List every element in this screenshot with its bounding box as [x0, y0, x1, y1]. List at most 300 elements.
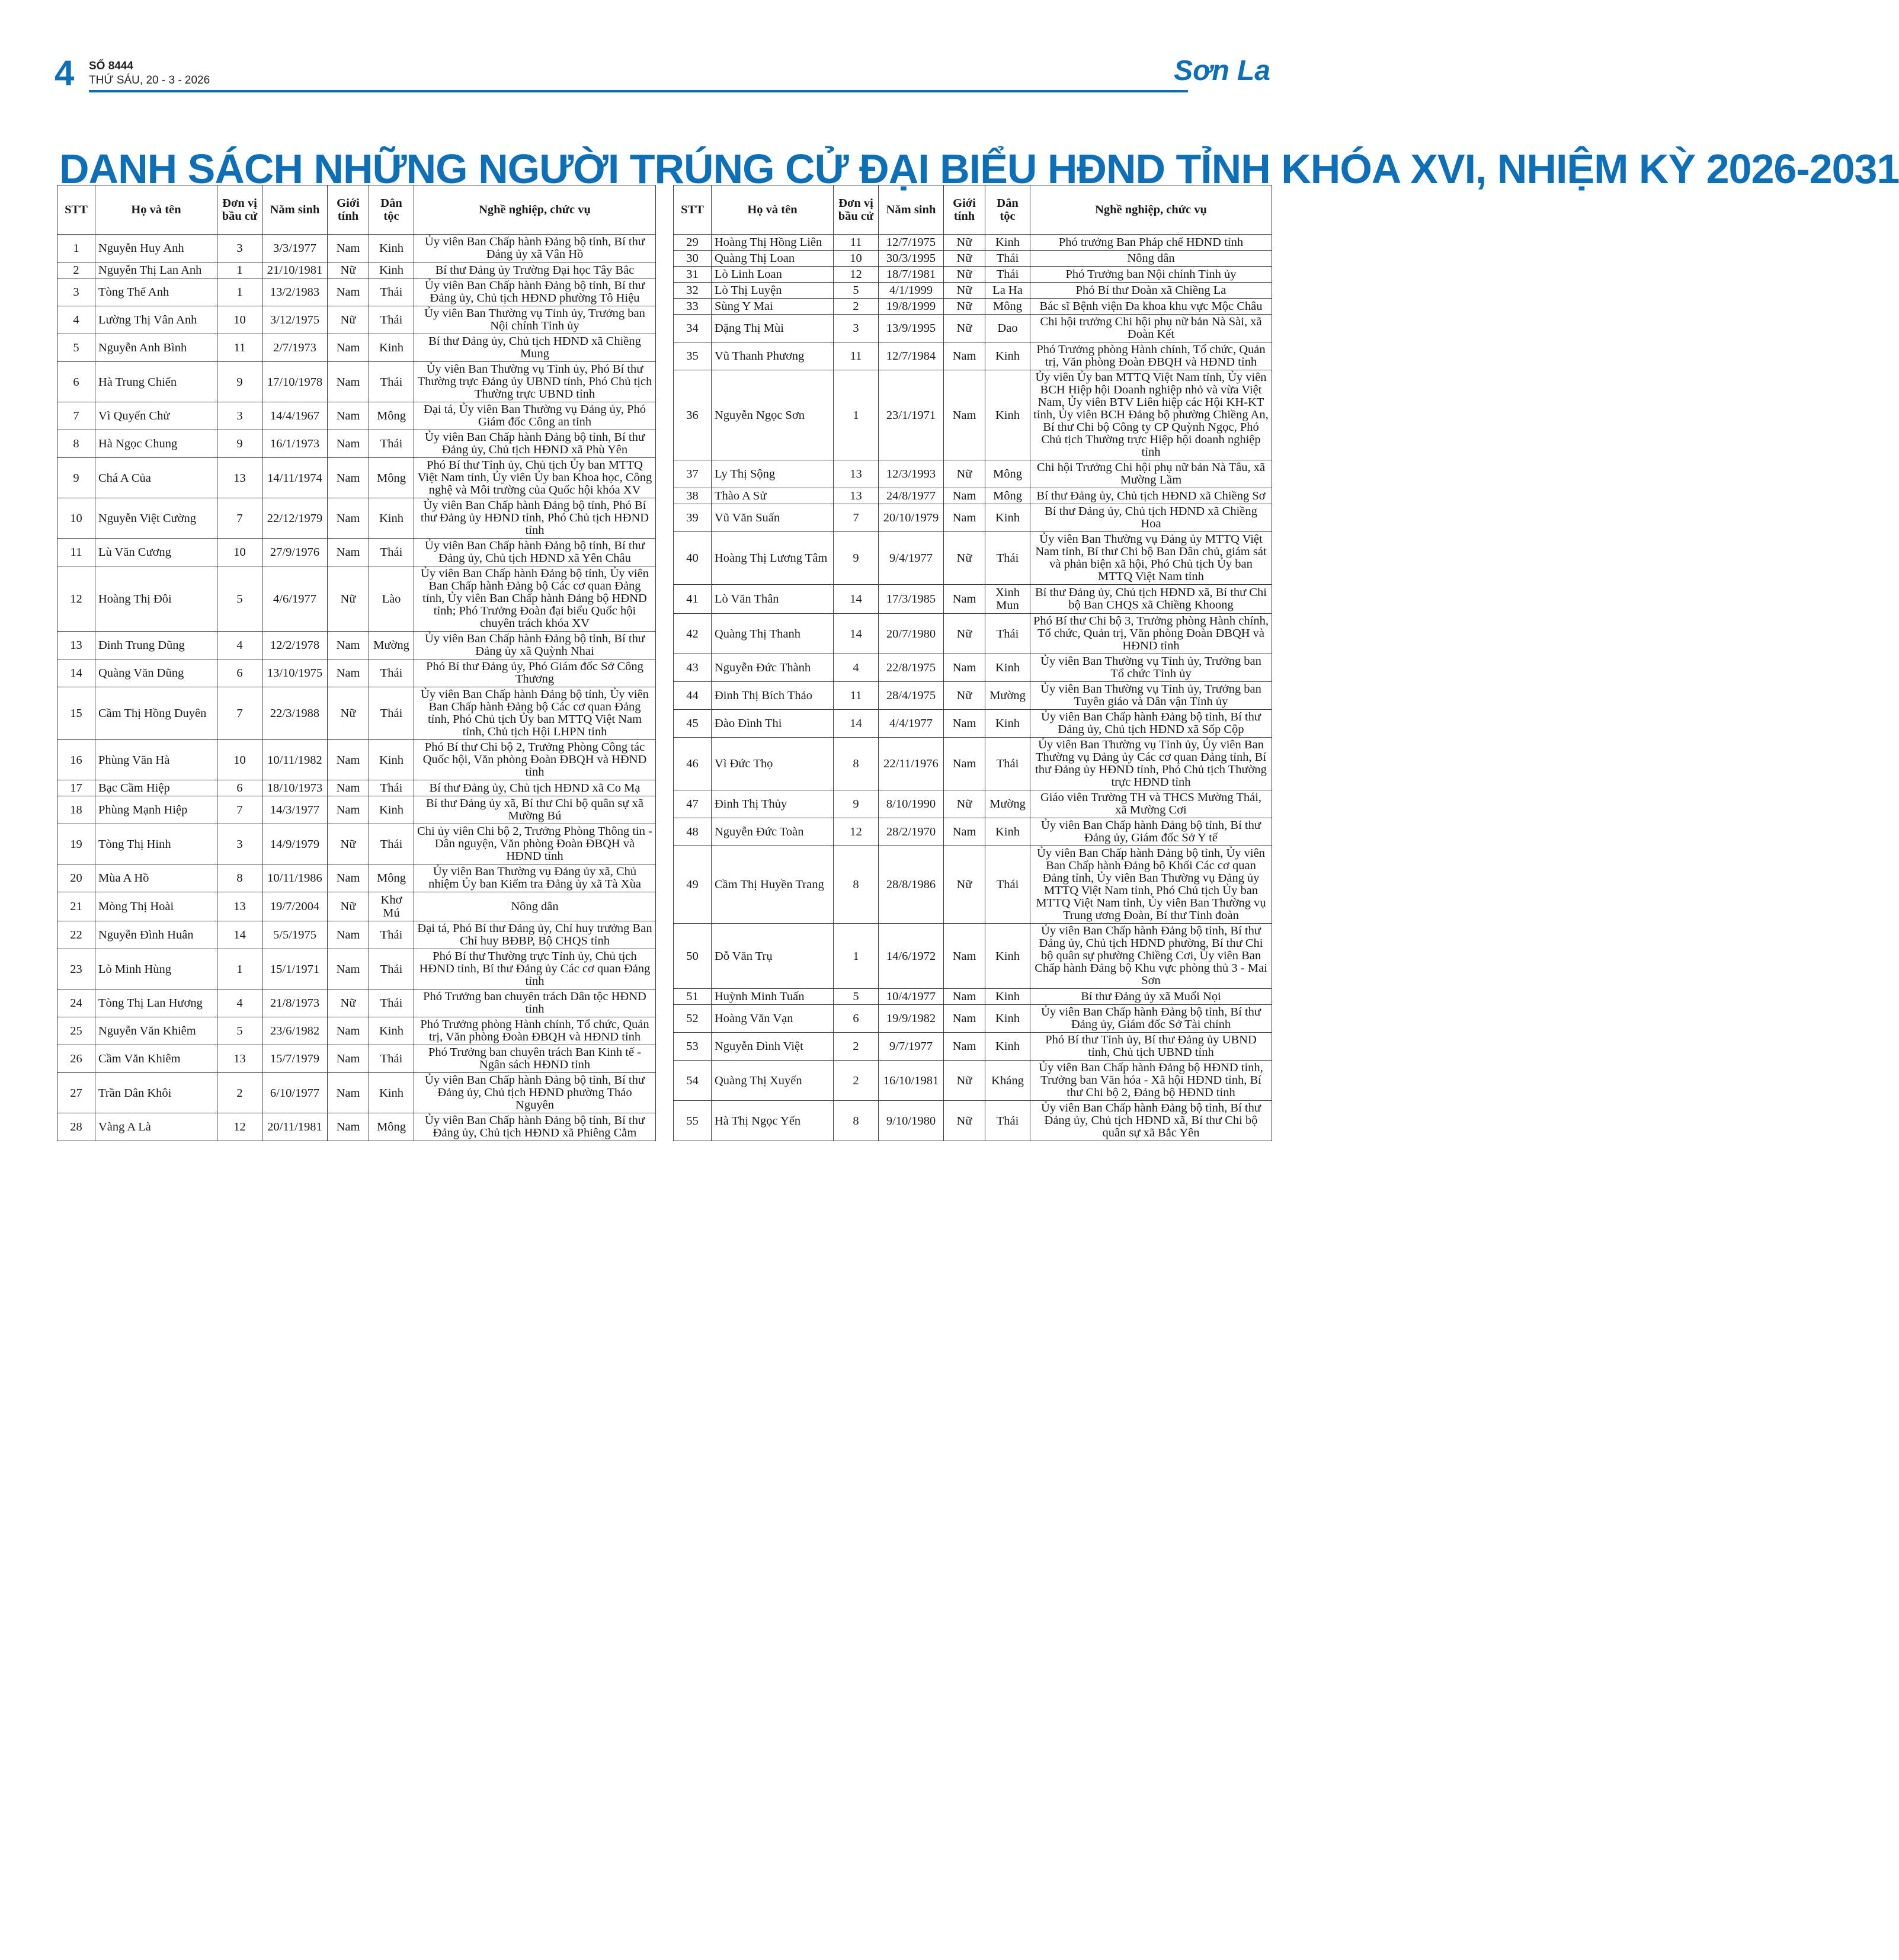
cell-position: Ủy viên Ban Chấp hành Đảng bộ tỉnh, Bí thư Đảng ủy, Chủ tịch HĐND xã Yên Châu: [414, 539, 656, 566]
cell-gender: Nữ: [944, 1101, 985, 1141]
cell-gender: Nam: [328, 362, 369, 402]
header-rule: [89, 90, 1188, 92]
cell-name: Quàng Thị Xuyến: [712, 1061, 834, 1101]
cell-gender: Nam: [944, 924, 985, 989]
cell-gender: Nam: [328, 402, 369, 430]
cell-stt: 49: [674, 846, 712, 924]
cell-name: Cầm Thị Hồng Duyên: [95, 687, 217, 740]
cell-name: Quàng Văn Dũng: [95, 659, 217, 687]
table-row: [674, 251, 1272, 267]
table-row: [674, 299, 1272, 315]
cell-district: 13: [834, 460, 879, 488]
table-row: [674, 488, 1272, 504]
cell-district: 1: [834, 370, 879, 460]
cell-position: Ủy viên Ban Chấp hành Đảng bộ tỉnh, Bí thư Đảng ủy xã Quỳnh Nhai: [414, 632, 656, 659]
cell-birth: 12/7/1975: [879, 235, 944, 251]
cell-district: 9: [834, 532, 879, 585]
cell-position: Đại tá, Phó Bí thư Đảng ủy, Chỉ huy trưởng Ban Chỉ huy BĐBP, Bộ CHQS tỉnh: [414, 921, 656, 949]
cell-position: Nông dân: [414, 892, 656, 921]
cell-district: 2: [834, 1061, 879, 1101]
cell-stt: 52: [674, 1005, 712, 1033]
cell-district: 11: [834, 682, 879, 710]
cell-ethnicity: Thái: [985, 1101, 1030, 1141]
cell-name: Lò Thị Luyện: [712, 283, 834, 299]
cell-birth: 22/8/1975: [879, 654, 944, 682]
cell-gender: Nam: [328, 235, 369, 262]
cell-ethnicity: Mường: [985, 682, 1030, 710]
cell-ethnicity: Thái: [985, 251, 1030, 267]
cell-position: Bí thư Đảng ủy, Chủ tịch HĐND xã Chiềng Hoa: [1030, 504, 1272, 532]
cell-birth: 20/11/1981: [262, 1113, 328, 1141]
cell-position: Bí thư Đảng ủy, Chủ tịch HĐND xã Chiềng Sơ: [1030, 488, 1272, 504]
cell-position: Đại tá, Ủy viên Ban Thường vụ Đảng ủy, Phó Giám đốc Công an tỉnh: [414, 402, 656, 430]
cell-ethnicity: Thái: [369, 949, 414, 989]
col-header-gender: Giới tính: [944, 185, 985, 235]
cell-birth: 18/7/1981: [879, 267, 944, 283]
cell-district: 3: [217, 824, 262, 864]
cell-name: Mòng Thị Hoài: [95, 892, 217, 921]
cell-stt: 33: [674, 299, 712, 315]
table-row: [674, 1101, 1272, 1141]
table-row: [57, 1045, 656, 1073]
cell-name: Nguyễn Việt Cường: [95, 498, 217, 539]
table-row: [57, 780, 656, 796]
table-row: [674, 710, 1272, 738]
cell-stt: 20: [57, 864, 95, 892]
cell-gender: Nữ: [328, 824, 369, 864]
cell-name: Nguyễn Thị Lan Anh: [95, 262, 217, 278]
cell-ethnicity: Thái: [369, 989, 414, 1017]
cell-stt: 12: [57, 566, 95, 632]
cell-district: 14: [834, 710, 879, 738]
cell-position: Ủy viên Ban Chấp hành Đảng bộ tỉnh, Ủy viên Ban Chấp hành Đảng bộ Các cơ quan Đảng tỉnh, Ủy viên Ban Chấp hành Đảng bộ HĐND tỉnh; Phó Trưởng Đoàn đại biểu Quốc hội chuyên trách khóa XV: [414, 566, 656, 632]
cell-position: Phó trưởng Ban Pháp chế HĐND tỉnh: [1030, 235, 1272, 251]
cell-birth: 22/11/1976: [879, 738, 944, 790]
cell-ethnicity: Thái: [369, 824, 414, 864]
table-row: [674, 818, 1272, 846]
cell-ethnicity: Kinh: [985, 989, 1030, 1005]
cell-position: Ủy viên Ban Thường vụ Tỉnh ủy, Trưởng ban Nội chính Tỉnh ủy: [414, 306, 656, 334]
cell-ethnicity: Khơ Mú: [369, 892, 414, 921]
table-row: [674, 267, 1272, 283]
cell-stt: 37: [674, 460, 712, 488]
cell-gender: Nam: [328, 1073, 369, 1113]
cell-ethnicity: Mông: [369, 1113, 414, 1141]
cell-birth: 22/3/1988: [262, 687, 328, 740]
table-row: [674, 1005, 1272, 1033]
table-row: [57, 659, 656, 687]
table-row: [674, 654, 1272, 682]
cell-name: Vũ Thanh Phương: [712, 342, 834, 370]
cell-stt: 27: [57, 1073, 95, 1113]
cell-stt: 39: [674, 504, 712, 532]
cell-name: Lò Minh Hùng: [95, 949, 217, 989]
cell-position: Phó Bí thư Đoàn xã Chiềng La: [1030, 283, 1272, 299]
cell-gender: Nam: [328, 498, 369, 539]
cell-ethnicity: Mông: [985, 488, 1030, 504]
cell-name: Hà Ngọc Chung: [95, 430, 217, 458]
cell-stt: 2: [57, 262, 95, 278]
cell-stt: 19: [57, 824, 95, 864]
cell-gender: Nữ: [944, 682, 985, 710]
cell-district: 13: [217, 1045, 262, 1073]
cell-stt: 38: [674, 488, 712, 504]
cell-birth: 5/5/1975: [262, 921, 328, 949]
cell-gender: Nữ: [328, 989, 369, 1017]
table-row: [674, 682, 1272, 710]
cell-birth: 18/10/1973: [262, 780, 328, 796]
cell-birth: 23/1/1971: [879, 370, 944, 460]
cell-stt: 53: [674, 1033, 712, 1061]
cell-stt: 41: [674, 585, 712, 614]
issue-number: SỐ 8444: [89, 60, 133, 72]
cell-name: Tòng Thị Hinh: [95, 824, 217, 864]
cell-ethnicity: Mông: [369, 458, 414, 498]
header-meta: [89, 59, 210, 88]
cell-district: 5: [217, 566, 262, 632]
cell-birth: 20/10/1979: [879, 504, 944, 532]
cell-position: Phó Bí thư Chi bộ 3, Trưởng phòng Hành chính, Tổ chức, Quản trị, Văn phòng Đoàn ĐBQH và HĐND tỉnh: [1030, 614, 1272, 654]
cell-birth: 10/4/1977: [879, 989, 944, 1005]
cell-ethnicity: Xinh Mun: [985, 585, 1030, 614]
cell-gender: Nam: [328, 1017, 369, 1045]
cell-position: Ủy viên Ban Chấp hành Đảng bộ tỉnh, Bí thư Đảng ủy, Chủ tịch HĐND phường, Bí thư Chi bộ quân sự phường Chiềng Cơi, Ủy viên Ban Chấp hành Đảng bộ Khu vực phòng thủ 3 - Mai Sơn: [1030, 924, 1272, 989]
table-row: [674, 235, 1272, 251]
cell-stt: 44: [674, 682, 712, 710]
cell-birth: 8/10/1990: [879, 790, 944, 818]
cell-district: 6: [834, 1005, 879, 1033]
col-header-stt: STT: [57, 185, 95, 235]
cell-birth: 15/7/1979: [262, 1045, 328, 1073]
table-row: [57, 1017, 656, 1045]
table-row: [57, 278, 656, 306]
cell-district: 4: [834, 654, 879, 682]
cell-stt: 34: [674, 315, 712, 342]
cell-stt: 17: [57, 780, 95, 796]
cell-stt: 28: [57, 1113, 95, 1141]
cell-birth: 13/9/1995: [879, 315, 944, 342]
cell-district: 1: [217, 949, 262, 989]
cell-name: Hoàng Văn Vạn: [712, 1005, 834, 1033]
cell-stt: 22: [57, 921, 95, 949]
cell-position: Phó Bí thư Tỉnh ủy, Bí thư Đảng ủy UBND tỉnh, Chủ tịch UBND tỉnh: [1030, 1033, 1272, 1061]
cell-position: Bí thư Đảng ủy, Chủ tịch HĐND xã, Bí thư Chi bộ Ban CHQS xã Chiềng Khoong: [1030, 585, 1272, 614]
cell-position: Bí thư Đảng ủy xã, Bí thư Chi bộ quân sự xã Mường Bú: [414, 796, 656, 824]
cell-stt: 48: [674, 818, 712, 846]
cell-position: Bí thư Đảng ủy, Chủ tịch HĐND xã Chiềng Mung: [414, 334, 656, 362]
cell-gender: Nam: [944, 1005, 985, 1033]
cell-district: 1: [217, 262, 262, 278]
cell-position: Phó Bí thư Đảng ủy, Phó Giám đốc Sở Công Thương: [414, 659, 656, 687]
cell-gender: Nam: [944, 342, 985, 370]
cell-district: 3: [217, 235, 262, 262]
cell-stt: 51: [674, 989, 712, 1005]
cell-stt: 25: [57, 1017, 95, 1045]
cell-gender: Nữ: [944, 460, 985, 488]
cell-birth: 17/10/1978: [262, 362, 328, 402]
page-number: 4: [55, 53, 75, 93]
col-header-position: Nghề nghiệp, chức vụ: [414, 185, 656, 235]
cell-stt: 5: [57, 334, 95, 362]
cell-gender: Nam: [944, 488, 985, 504]
cell-gender: Nam: [328, 632, 369, 659]
cell-birth: 24/8/1977: [879, 488, 944, 504]
cell-birth: 28/2/1970: [879, 818, 944, 846]
cell-birth: 20/7/1980: [879, 614, 944, 654]
table-body-right: [674, 235, 1272, 1141]
cell-name: Nguyễn Ngọc Sơn: [712, 370, 834, 460]
cell-gender: Nam: [328, 1045, 369, 1073]
cell-gender: Nữ: [944, 532, 985, 585]
cell-stt: 30: [674, 251, 712, 267]
cell-ethnicity: Kinh: [985, 818, 1030, 846]
cell-district: 14: [834, 614, 879, 654]
cell-position: Phó Trưởng ban chuyên trách Ban Kinh tế - Ngân sách HĐND tỉnh: [414, 1045, 656, 1073]
table-row: [57, 892, 656, 921]
cell-stt: 18: [57, 796, 95, 824]
cell-gender: Nữ: [944, 283, 985, 299]
cell-stt: 43: [674, 654, 712, 682]
cell-stt: 14: [57, 659, 95, 687]
results-table-left: [57, 185, 656, 1141]
cell-position: Bí thư Đảng ủy Trường Đại học Tây Bắc: [414, 262, 656, 278]
table-row: [674, 460, 1272, 488]
cell-name: Đào Đình Thi: [712, 710, 834, 738]
cell-gender: Nam: [944, 654, 985, 682]
cell-name: Vũ Văn Suấn: [712, 504, 834, 532]
cell-gender: Nữ: [328, 892, 369, 921]
table-row: [57, 402, 656, 430]
cell-district: 1: [217, 278, 262, 306]
cell-birth: 14/11/1974: [262, 458, 328, 498]
cell-ethnicity: Mông: [369, 402, 414, 430]
cell-position: Ủy viên Ban Chấp hành Đảng bộ tỉnh, Ủy viên Ban Chấp hành Đảng bộ Khối Các cơ quan Đảng tỉnh, Ủy viên Ban Thường vụ Đảng ủy MTTQ Việt Nam tỉnh, Phó Chủ tịch Ủy ban MTTQ Việt Nam tỉnh, Ủy viên Ban Thường vụ Trung ương Đoàn, Bí thư Tỉnh đoàn: [1030, 846, 1272, 924]
cell-ethnicity: Thái: [985, 738, 1030, 790]
cell-name: Hà Thị Ngọc Yến: [712, 1101, 834, 1141]
cell-stt: 6: [57, 362, 95, 402]
table-row: [57, 306, 656, 334]
cell-ethnicity: Kinh: [985, 504, 1030, 532]
table-row: [674, 614, 1272, 654]
cell-birth: 16/10/1981: [879, 1061, 944, 1101]
cell-stt: 16: [57, 740, 95, 780]
table-row: [674, 532, 1272, 585]
cell-ethnicity: Mông: [369, 864, 414, 892]
cell-district: 7: [834, 504, 879, 532]
cell-birth: 10/11/1982: [262, 740, 328, 780]
cell-ethnicity: Thái: [369, 430, 414, 458]
cell-birth: 12/7/1984: [879, 342, 944, 370]
cell-name: Nguyễn Đình Huân: [95, 921, 217, 949]
table-row: [57, 262, 656, 278]
cell-gender: Nam: [328, 864, 369, 892]
cell-stt: 47: [674, 790, 712, 818]
table-row: [674, 846, 1272, 924]
cell-gender: Nam: [944, 585, 985, 614]
table-row: [674, 989, 1272, 1005]
cell-ethnicity: Kinh: [985, 235, 1030, 251]
table-row: [674, 790, 1272, 818]
headline: DANH SÁCH NHỮNG NGƯỜI TRÚNG CỬ ĐẠI BIỂU HĐND TỈNH KHÓA XVI, NHIỆM KỲ 2026-2031: [59, 145, 1899, 192]
cell-district: 14: [217, 921, 262, 949]
cell-birth: 13/10/1975: [262, 659, 328, 687]
cell-birth: 19/8/1999: [879, 299, 944, 315]
cell-ethnicity: Kinh: [369, 740, 414, 780]
cell-name: Lò Linh Loan: [712, 267, 834, 283]
cell-position: Phó Trưởng ban chuyên trách Dân tộc HĐND tỉnh: [414, 989, 656, 1017]
cell-stt: 24: [57, 989, 95, 1017]
cell-stt: 21: [57, 892, 95, 921]
cell-district: 4: [217, 989, 262, 1017]
cell-ethnicity: Thái: [369, 278, 414, 306]
cell-position: Bác sĩ Bệnh viện Đa khoa khu vực Mộc Châu: [1030, 299, 1272, 315]
cell-gender: Nam: [328, 659, 369, 687]
cell-birth: 27/9/1976: [262, 539, 328, 566]
table-row: [57, 334, 656, 362]
cell-stt: 10: [57, 498, 95, 539]
cell-birth: 14/3/1977: [262, 796, 328, 824]
cell-ethnicity: Thái: [369, 921, 414, 949]
cell-name: Chá A Của: [95, 458, 217, 498]
cell-stt: 32: [674, 283, 712, 299]
cell-district: 8: [834, 846, 879, 924]
col-header-ethnicity: Dân tộc: [985, 185, 1030, 235]
cell-name: Lường Thị Vân Anh: [95, 306, 217, 334]
cell-position: Chi hội trưởng Chi hội phụ nữ bản Nà Sài, xã Đoàn Kết: [1030, 315, 1272, 342]
cell-position: Bí thư Đảng ủy xã Muổi Nọi: [1030, 989, 1272, 1005]
cell-gender: Nam: [328, 334, 369, 362]
cell-birth: 28/8/1986: [879, 846, 944, 924]
cell-gender: Nam: [328, 430, 369, 458]
cell-stt: 55: [674, 1101, 712, 1141]
cell-ethnicity: Mường: [985, 790, 1030, 818]
cell-district: 5: [217, 1017, 262, 1045]
cell-position: Phó Trưởng phòng Hành chính, Tổ chức, Quản trị, Văn phòng Đoàn ĐBQH và HĐND tỉnh: [414, 1017, 656, 1045]
cell-ethnicity: Mông: [985, 460, 1030, 488]
cell-birth: 22/12/1979: [262, 498, 328, 539]
cell-ethnicity: Kinh: [369, 1017, 414, 1045]
cell-gender: Nam: [944, 710, 985, 738]
cell-district: 10: [217, 740, 262, 780]
cell-name: Vì Đức Thọ: [712, 738, 834, 790]
cell-name: Hà Trung Chiến: [95, 362, 217, 402]
table-row: [674, 924, 1272, 989]
table-row: [674, 283, 1272, 299]
table-row: [57, 921, 656, 949]
cell-stt: 23: [57, 949, 95, 989]
cell-district: 12: [834, 267, 879, 283]
table-row: [674, 315, 1272, 342]
cell-gender: Nam: [328, 278, 369, 306]
cell-stt: 11: [57, 539, 95, 566]
cell-stt: 36: [674, 370, 712, 460]
cell-name: Đinh Thị Bích Thảo: [712, 682, 834, 710]
cell-ethnicity: Kinh: [985, 710, 1030, 738]
cell-gender: Nam: [328, 796, 369, 824]
cell-ethnicity: Dao: [985, 315, 1030, 342]
cell-name: Vàng A Là: [95, 1113, 217, 1141]
cell-gender: Nam: [328, 1113, 369, 1141]
cell-name: Trần Dân Khôi: [95, 1073, 217, 1113]
cell-district: 5: [834, 283, 879, 299]
cell-birth: 9/4/1977: [879, 532, 944, 585]
col-header-position: Nghề nghiệp, chức vụ: [1030, 185, 1272, 235]
table-row: [57, 1113, 656, 1141]
table-row: [674, 504, 1272, 532]
cell-birth: 3/12/1975: [262, 306, 328, 334]
cell-name: Lò Văn Thân: [712, 585, 834, 614]
cell-position: Phó Bí thư Chi bộ 2, Trưởng Phòng Công tác Quốc hội, Văn phòng Đoàn ĐBQH và HĐND tỉnh: [414, 740, 656, 780]
cell-district: 5: [834, 989, 879, 1005]
cell-ethnicity: Kinh: [985, 924, 1030, 989]
cell-position: Ủy viên Ban Chấp hành Đảng bộ tỉnh, Bí thư Đảng ủy, Chủ tịch HĐND phường Thảo Nguyên: [414, 1073, 656, 1113]
cell-ethnicity: Thái: [985, 846, 1030, 924]
cell-district: 3: [834, 315, 879, 342]
col-header-stt: STT: [674, 185, 712, 235]
cell-position: Phó Bí thư Tỉnh ủy, Chủ tịch Ủy ban MTTQ Việt Nam tỉnh, Ủy viên Ủy ban Khoa học, Công nghệ và Môi trường của Quốc hội khóa XV: [414, 458, 656, 498]
cell-birth: 2/7/1973: [262, 334, 328, 362]
cell-name: Phùng Văn Hà: [95, 740, 217, 780]
cell-name: Sùng Y Mai: [712, 299, 834, 315]
cell-ethnicity: Mường: [369, 632, 414, 659]
cell-position: Phó Bí thư Thường trực Tỉnh ủy, Chủ tịch HĐND tỉnh, Bí thư Đảng ủy Các cơ quan Đảng tỉnh: [414, 949, 656, 989]
cell-birth: 16/1/1973: [262, 430, 328, 458]
cell-gender: Nữ: [328, 262, 369, 278]
cell-birth: 4/1/1999: [879, 283, 944, 299]
col-header-district: Đơn vị bầu cử: [834, 185, 879, 235]
table-header-row: [674, 185, 1272, 235]
cell-gender: Nam: [328, 921, 369, 949]
cell-ethnicity: Kinh: [369, 334, 414, 362]
cell-position: Phó Trưởng phòng Hành chính, Tổ chức, Quản trị, Văn phòng Đoàn ĐBQH và HĐND tỉnh: [1030, 342, 1272, 370]
cell-ethnicity: Kháng: [985, 1061, 1030, 1101]
cell-name: Thào A Sử: [712, 488, 834, 504]
table-row: [674, 1061, 1272, 1101]
col-header-district: Đơn vị bầu cử: [217, 185, 262, 235]
cell-ethnicity: Kinh: [369, 796, 414, 824]
cell-gender: Nam: [328, 780, 369, 796]
col-header-birth: Năm sinh: [262, 185, 328, 235]
cell-birth: 19/7/2004: [262, 892, 328, 921]
cell-position: Ủy viên Ban Chấp hành Đảng bộ tỉnh, Bí thư Đảng ủy, Chủ tịch HĐND xã Phù Yên: [414, 430, 656, 458]
cell-ethnicity: Kinh: [985, 1033, 1030, 1061]
cell-name: Vì Quyến Chử: [95, 402, 217, 430]
table-row: [57, 796, 656, 824]
cell-position: Ủy viên Ban Chấp hành Đảng bộ HĐND tỉnh, Trưởng ban Văn hóa - Xã hội HĐND tỉnh, Bí thư Chi bộ 2, Đảng bộ HĐND tỉnh: [1030, 1061, 1272, 1101]
cell-position: Nông dân: [1030, 251, 1272, 267]
cell-birth: 14/9/1979: [262, 824, 328, 864]
cell-name: Hoàng Thị Đôi: [95, 566, 217, 632]
cell-gender: Nam: [944, 370, 985, 460]
cell-position: Ủy viên Ban Chấp hành Đảng bộ tỉnh, Ủy viên Ban Chấp hành Đảng bộ Các cơ quan Đảng tỉnh, Phó Chủ tịch Ủy ban MTTQ Việt Nam tỉnh, Chủ tịch Hội LHPN tỉnh: [414, 687, 656, 740]
cell-position: Ủy viên Ban Chấp hành Đảng bộ tỉnh, Bí thư Đảng ủy, Chủ tịch HĐND xã, Bí thư Chi bộ quân sự xã Bắc Yên: [1030, 1101, 1272, 1141]
cell-ethnicity: Lào: [369, 566, 414, 632]
paper-name: Sơn La: [1174, 55, 1270, 87]
cell-ethnicity: Thái: [985, 532, 1030, 585]
cell-name: Cầm Thị Huyền Trang: [712, 846, 834, 924]
results-table-right: [673, 185, 1272, 1141]
cell-position: Ủy viên Ban Chấp hành Đảng bộ tỉnh, Bí thư Đảng ủy, Giám đốc Sở Y tế: [1030, 818, 1272, 846]
cell-name: Hoàng Thị Lương Tâm: [712, 532, 834, 585]
cell-name: Nguyễn Đức Thành: [712, 654, 834, 682]
cell-stt: 9: [57, 458, 95, 498]
cell-name: Ly Thị Sộng: [712, 460, 834, 488]
col-header-name: Họ và tên: [712, 185, 834, 235]
cell-ethnicity: Kinh: [369, 235, 414, 262]
cell-gender: Nữ: [328, 306, 369, 334]
cell-ethnicity: Thái: [985, 267, 1030, 283]
cell-birth: 23/6/1982: [262, 1017, 328, 1045]
